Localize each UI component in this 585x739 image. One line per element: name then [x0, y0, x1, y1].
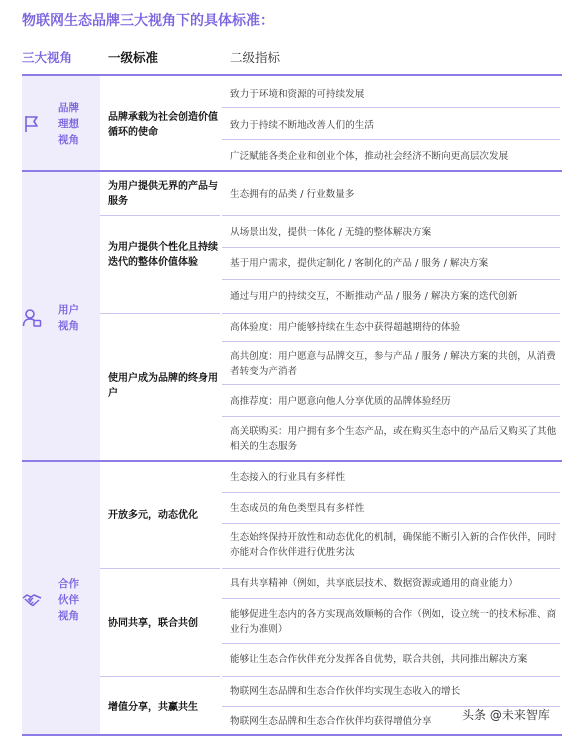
- level2-text: 能够让生态合作伙伴充分发挥各自优势，联合共创，共同推出解决方案: [230, 654, 528, 665]
- header-rule: [22, 74, 562, 76]
- level1-text: 为用户提供无界的产品与服务: [108, 181, 218, 207]
- group-divider: [100, 568, 220, 569]
- level2-text: 生态接入的行业具有多样性: [230, 472, 346, 483]
- dimension-cell: [22, 100, 82, 148]
- bottom-rule: [22, 734, 562, 736]
- level2-text: 高共创度：用户愿意与品牌交互，参与产品 / 服务 / 解决方案的共创，从消费者转变为产消者: [230, 351, 556, 377]
- row-divider: [222, 247, 560, 248]
- level2-text: 广泛赋能各类企业和创业个体，推动社会经济不断向更高层次发展: [230, 151, 509, 162]
- level2-text: 通过与用户的持续交互，不断推动产品 / 服务 / 解决方案的迭代创新: [230, 291, 518, 302]
- level2-text: 致力于环境和资源的可持续发展: [230, 89, 365, 100]
- row-divider: [222, 523, 560, 524]
- level2-text: 物联网生态品牌和生态合作伙伴均获得增值分享: [230, 716, 432, 727]
- level2-text: 物联网生态品牌和生态合作伙伴均实现生态收入的增长: [230, 686, 461, 697]
- row-divider: [222, 313, 560, 314]
- header-level1: 一级标准: [108, 50, 159, 65]
- dimension-cell: [22, 576, 82, 624]
- watermark: 头条 @未来智库: [462, 708, 550, 722]
- group-divider: [100, 676, 220, 677]
- dimension-label: 用户视角: [58, 304, 79, 332]
- level1-text: 使用户成为品牌的终身用户: [108, 373, 218, 399]
- row-divider: [222, 643, 560, 644]
- row-divider: [222, 676, 560, 677]
- group-divider: [100, 313, 220, 314]
- dimension-label: 合作伙伴视角: [58, 578, 79, 622]
- level2-text: 高推荐度：用户愿意向他人分享优质的品牌体验经历: [230, 396, 451, 407]
- header-dimension: 三大视角: [22, 50, 73, 65]
- level2-text: 生态拥有的品类 / 行业数量多: [230, 189, 355, 200]
- level2-text: 能够促进生态内的各方实现高效顺畅的合作（例如，设立统一的技术标准、商业行为准则）: [230, 609, 557, 635]
- page-title: 物联网生态品牌三大视角下的具体标准：: [22, 13, 274, 29]
- row-divider: [222, 598, 560, 599]
- row-divider: [222, 139, 560, 140]
- row-divider: [222, 384, 560, 385]
- level1-text: 增值分享，共赢共生: [108, 702, 198, 713]
- group-divider: [100, 215, 220, 216]
- dimension-cell: [22, 302, 82, 334]
- level2-text: 具有共享精神（例如，共享底层技术、数据资源或通用的商业能力）: [230, 578, 518, 589]
- header-level2: 二级指标: [230, 50, 281, 65]
- level1-text: 协同共享，联合共创: [108, 618, 198, 629]
- level1-text: 品牌承载为社会创造价值循环的使命: [108, 112, 218, 138]
- level2-text: 致力于持续不断地改善人们的生活: [230, 120, 374, 131]
- dimension-label: 品牌理想视角: [58, 102, 79, 146]
- row-divider: [222, 341, 560, 342]
- handshake-icon: [22, 590, 42, 610]
- row-divider: [222, 568, 560, 569]
- section-rule: [22, 460, 562, 462]
- level1-text: 开放多元，动态优化: [108, 510, 198, 521]
- level1-text: 为用户提供个性化且持续迭代的整体价值体验: [108, 242, 218, 268]
- level2-text: 生态成员的角色类型具有多样性: [230, 503, 365, 514]
- level2-text: 高体验度：用户能够持续在生态中获得超越期待的体验: [230, 322, 461, 333]
- level2-text: 从场景出发，提供一体化 / 无缝的整体解决方案: [230, 227, 432, 238]
- flag-icon: [22, 114, 42, 134]
- row-divider: [222, 215, 560, 216]
- row-divider: [222, 279, 560, 280]
- level2-text: 高关联购买：用户拥有多个生态产品，或在购买生态中的产品后又购买了其他相关的生态服务: [230, 426, 557, 452]
- user-icon: [22, 308, 42, 328]
- row-divider: [222, 107, 560, 108]
- level2-text: 生态始终保持开放性和动态优化的机制，确保能不断引入新的合作伙伴，同时亦能对合作伙伴进行优胜劣汰: [230, 532, 557, 558]
- level2-text: 基于用户需求，提供定制化 / 客制化的产品 / 服务 / 解决方案: [230, 258, 489, 269]
- section-rule: [22, 170, 562, 172]
- row-divider: [222, 416, 560, 417]
- row-divider: [222, 492, 560, 493]
